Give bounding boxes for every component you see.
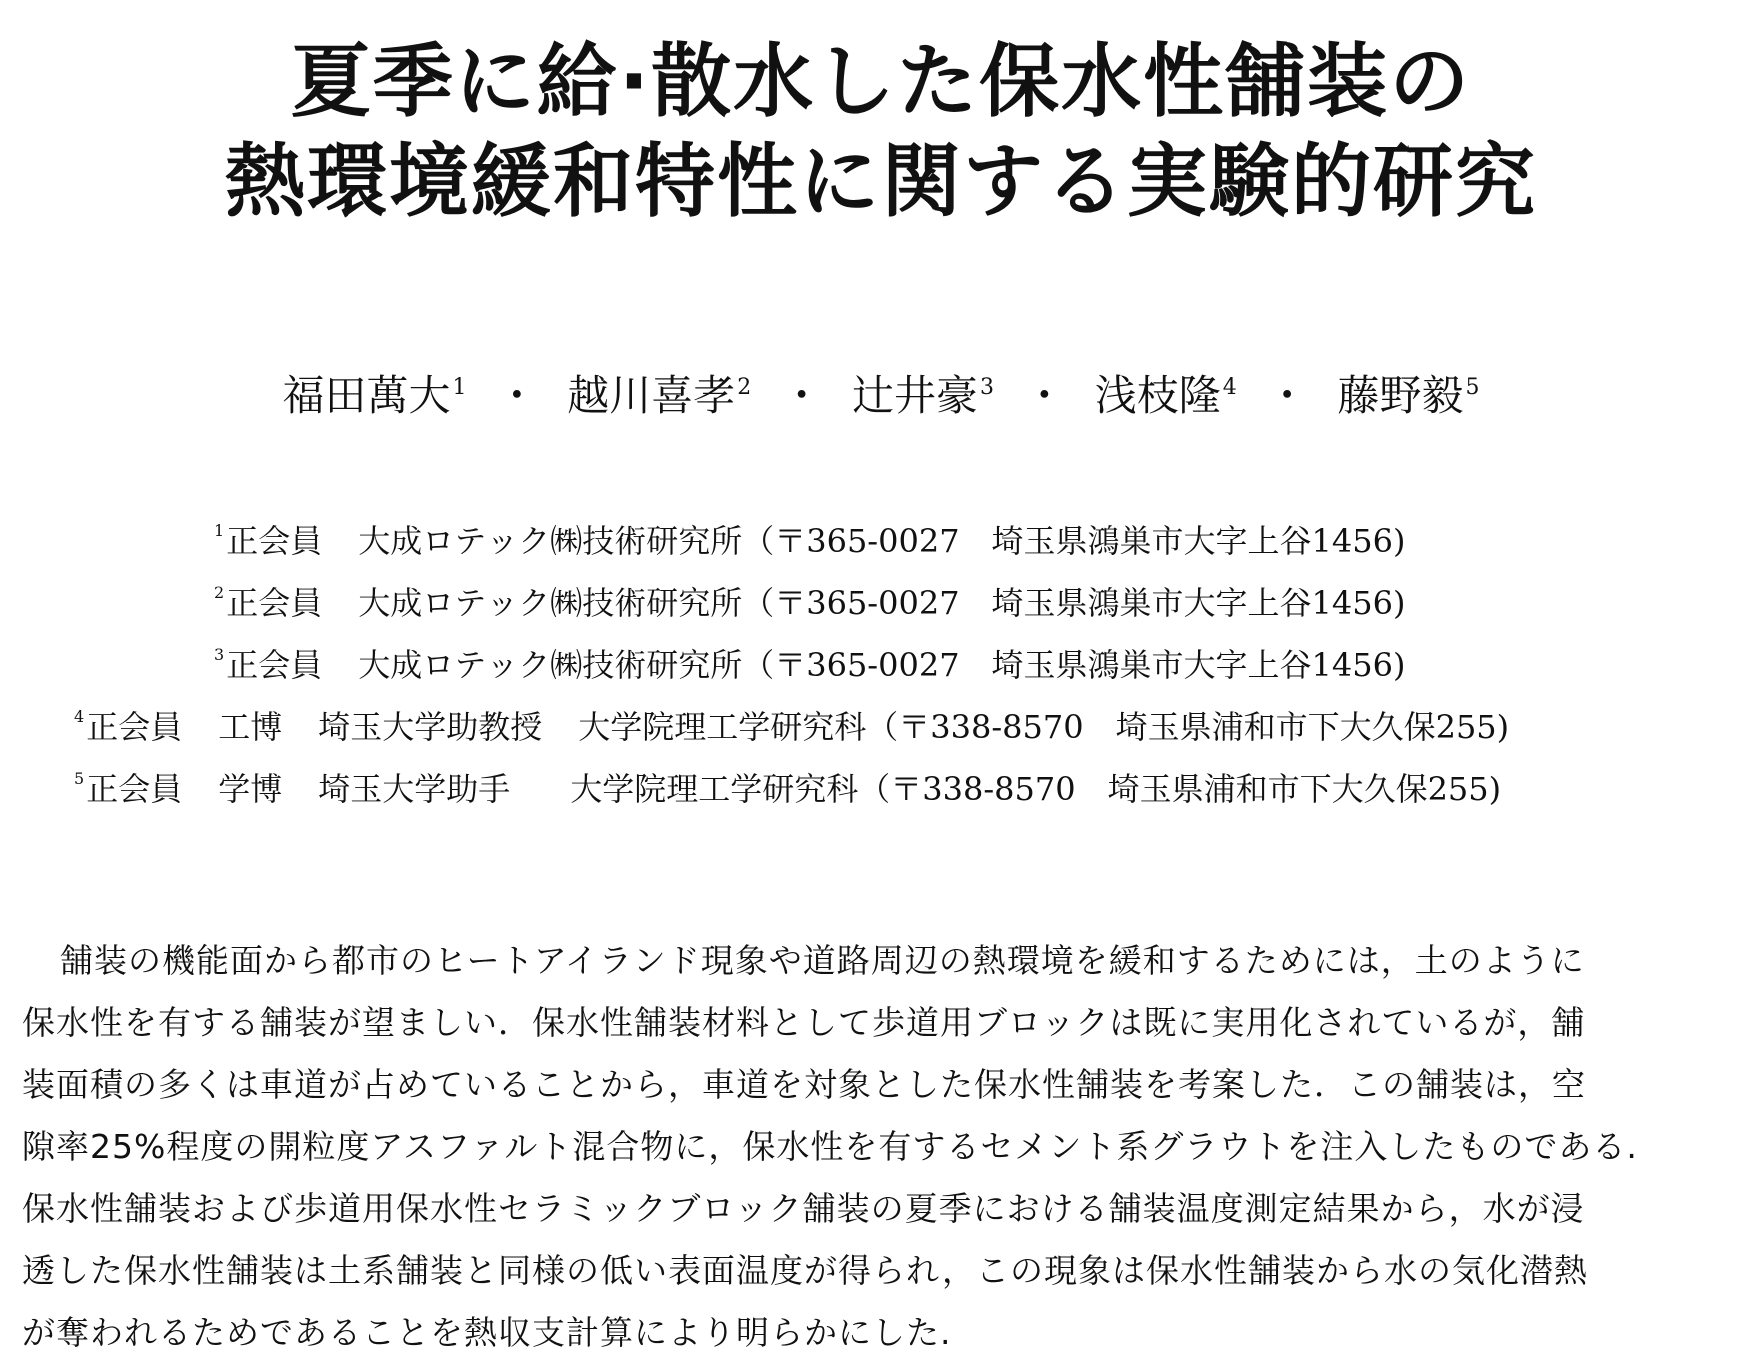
author-separator: ・ — [495, 371, 538, 420]
affiliation-row — [74, 748, 1501, 810]
abstract-line: 舗装の機能面から都市のヒートアイランド現象や道路周辺の熱環境を緩和するためには，土のように — [60, 941, 1585, 980]
affiliation-mark: 2 — [214, 583, 225, 602]
affiliation-position: 埼玉大学助教授 — [318, 708, 543, 746]
affiliation-address: （〒365-0027 埼玉県鴻巣市大字上谷1456) — [742, 584, 1406, 622]
affiliation-address: （〒338-8570 埼玉県浦和市下大久保255) — [858, 770, 1502, 808]
abstract-line: が奪われるためであることを熱収支計算により明らかにした. — [22, 1313, 952, 1352]
affiliation-row — [214, 500, 1405, 562]
affiliation-address: （〒365-0027 埼玉県鴻巣市大字上谷1456) — [742, 646, 1406, 684]
affiliation-membership: 正会員 — [86, 708, 183, 746]
affiliation-membership: 正会員 — [226, 584, 323, 622]
affiliation-address: （〒338-8570 埼玉県浦和市下大久保255) — [866, 708, 1510, 746]
affiliation-mark: 5 — [74, 769, 85, 788]
affiliation-position: 埼玉大学助手 — [318, 770, 511, 808]
author-name: 越川喜孝 — [567, 371, 736, 420]
affiliation-org: 大成ロテック㈱技術研究所 — [358, 584, 743, 622]
author-name: 福田萬大 — [282, 371, 451, 420]
affiliation-org: 大成ロテック㈱技術研究所 — [358, 522, 743, 560]
abstract-line: 装面積の多くは車道が占めていることから，車道を対象とした保水性舗装を考案した．この舗装は，空 — [22, 1065, 1586, 1104]
affiliation-membership: 正会員 — [86, 770, 183, 808]
author-separator: ・ — [780, 371, 823, 420]
author-mark: 3 — [980, 375, 994, 400]
affiliation-row — [214, 624, 1405, 686]
abstract — [22, 930, 1744, 1364]
affiliation-mark: 4 — [74, 707, 85, 726]
affiliation-org: 大学院理工学研究科 — [578, 708, 867, 746]
affiliation-row — [74, 686, 1509, 748]
author-name: 辻井豪 — [851, 371, 978, 420]
author-separator: ・ — [1023, 371, 1066, 420]
affiliation-mark: 1 — [214, 521, 225, 540]
affiliation-membership: 正会員 — [226, 646, 323, 684]
author-separator: ・ — [1266, 371, 1309, 420]
affiliation-org: 大学院理工学研究科 — [570, 770, 859, 808]
abstract-line: 保水性舗装および歩道用保水性セラミックブロック舗装の夏季における舗装温度測定結果から，水が浸 — [22, 1189, 1585, 1228]
author-list — [0, 360, 1762, 424]
paper-title — [0, 32, 1762, 232]
affiliation-mark: 3 — [214, 645, 225, 664]
affiliation-address: （〒365-0027 埼玉県鴻巣市大字上谷1456) — [742, 522, 1406, 560]
author-name: 浅枝隆 — [1094, 371, 1221, 420]
abstract-line: 保水性を有する舗装が望ましい．保水性舗装材料として歩道用ブロックは既に実用化されているが，舗 — [22, 1003, 1586, 1042]
author-mark: 1 — [452, 375, 467, 400]
affiliation-degree: 学博 — [218, 770, 283, 808]
affiliation-row — [214, 562, 1405, 624]
title-line-2: 熱環境緩和特性に関する実験的研究 — [225, 135, 1537, 228]
affiliation-degree: 工博 — [218, 708, 283, 746]
abstract-line: 透した保水性舗装は土系舗装と同様の低い表面温度が得られ，この現象は保水性舗装から水の気化潜熱 — [22, 1251, 1588, 1290]
author-mark: 5 — [1465, 375, 1480, 400]
author-mark: 2 — [737, 375, 752, 400]
abstract-line: 隙率25%程度の開粒度アスファルト混合物に，保水性を有するセメント系グラウトを注入したものである. — [22, 1127, 1638, 1166]
title-line-1: 夏季に給·散水した保水性舗装の — [290, 35, 1472, 128]
author-mark: 4 — [1222, 375, 1237, 400]
affiliation-membership: 正会員 — [226, 522, 323, 560]
author-name: 藤野毅 — [1337, 371, 1464, 420]
affiliation-org: 大成ロテック㈱技術研究所 — [358, 646, 743, 684]
